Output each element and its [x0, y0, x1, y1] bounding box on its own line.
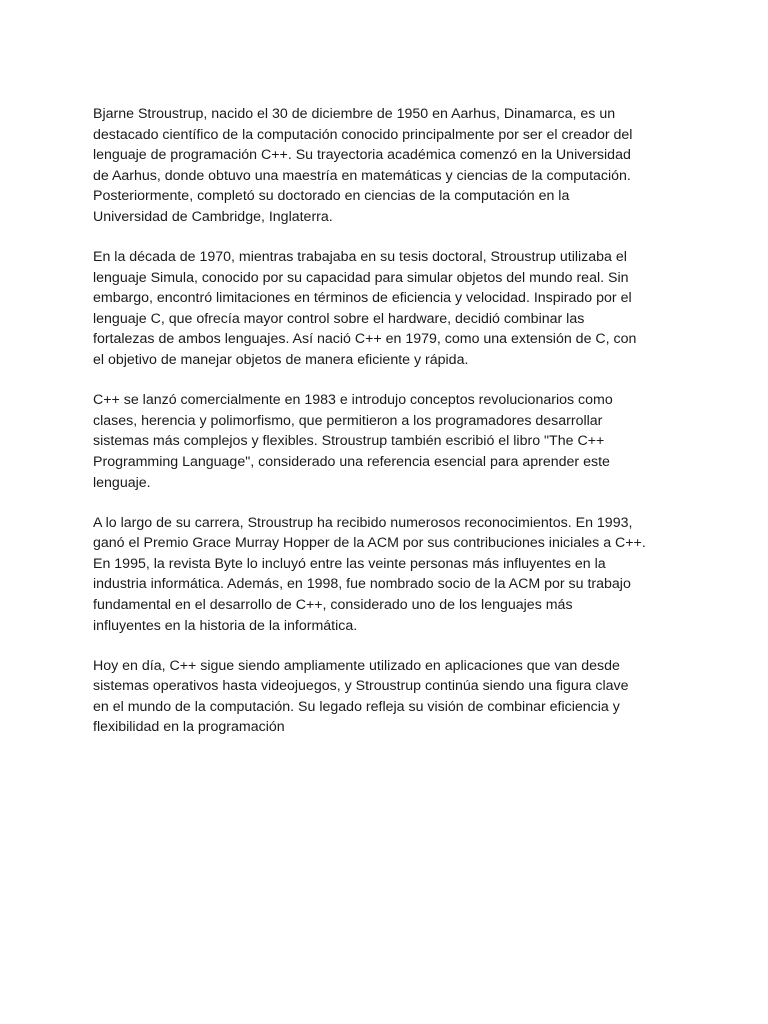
- text-line: Bjarne Stroustrup, nacido el 30 de diciembre de 1950 en Aarhus, Dinamarca, es un: [93, 106, 616, 122]
- text-line: A lo largo de su carrera, Stroustrup ha recibido numerosos reconocimientos. En 1993,: [93, 514, 633, 531]
- text-line: sistemas más complejos y flexibles. Stroustrup también escribió el libro "The C++: [93, 433, 605, 450]
- text-line: sistemas operativos hasta videojuegos, y Stroustrup continúa siendo una figura clave: [93, 678, 629, 695]
- text-line: el objetivo de manejar objetos de manera eficiente y rápida.: [93, 352, 469, 369]
- text-line: de Aarhus, donde obtuvo una maestría en matemáticas y ciencias de la computación.: [93, 167, 631, 184]
- text-line: ganó el Premio Grace Murray Hopper de la ACM por sus contribuciones iniciales a C++.: [93, 535, 646, 552]
- text-line: Posteriormente, completó su doctorado en ciencias de la computación en la: [93, 188, 570, 205]
- text-line: Hoy en día, C++ sigue siendo ampliamente utilizado en aplicaciones que van desde: [93, 657, 620, 674]
- text-line: influyentes en la historia de la informática.: [93, 617, 358, 634]
- text-line: Universidad de Cambridge, Inglaterra.: [93, 208, 333, 225]
- text-line: destacado científico de la computación conocido principalmente por ser el creador del: [93, 126, 633, 143]
- text-line: En la década de 1970, mientras trabajaba en su tesis doctoral, Stroustrup utilizaba el: [93, 249, 627, 266]
- text-line: C++ se lanzó comercialmente en 1983 e introdujo conceptos revolucionarios como: [93, 392, 613, 409]
- text-line: fortalezas de ambos lenguajes. Así nació C++ en 1979, como una extensión de C, con: [93, 331, 637, 348]
- paragraph-5: [93, 656, 683, 738]
- text-line: lenguaje de programación C++. Su trayectoria académica comenzó en la Universidad: [93, 147, 631, 164]
- text-line: en el mundo de la computación. Su legado refleja su visión de combinar eficiencia y: [93, 698, 620, 715]
- text-line: lenguaje.: [93, 474, 151, 491]
- paragraph-3: [93, 390, 683, 493]
- paragraph-1: [93, 104, 683, 228]
- text-line: lenguaje C, que ofrecía mayor control sobre el hardware, decidió combinar las: [93, 310, 585, 327]
- text-line: fundamental en el desarrollo de C++, considerado uno de los lenguajes más: [93, 596, 573, 613]
- text-line: En 1995, la revista Byte lo incluyó entre las veinte personas más influyentes en la: [93, 555, 606, 572]
- text-line: Programming Language", considerado una referencia esencial para aprender este: [93, 453, 610, 470]
- document-body: [93, 104, 683, 758]
- text-line: industria informática. Además, en 1998, fue nombrado socio de la ACM por su trabajo: [93, 576, 631, 593]
- paragraph-4: [93, 513, 683, 637]
- text-line: embargo, encontró limitaciones en términos de eficiencia y velocidad. Inspirado por el: [93, 290, 632, 307]
- paragraph-2: [93, 247, 683, 371]
- text-line: clases, herencia y polimorfismo, que permitieron a los programadores desarrollar: [93, 412, 603, 429]
- text-line: flexibilidad en la programación: [93, 719, 285, 736]
- text-line: lenguaje Simula, conocido por su capacidad para simular objetos del mundo real. Sin: [93, 269, 629, 286]
